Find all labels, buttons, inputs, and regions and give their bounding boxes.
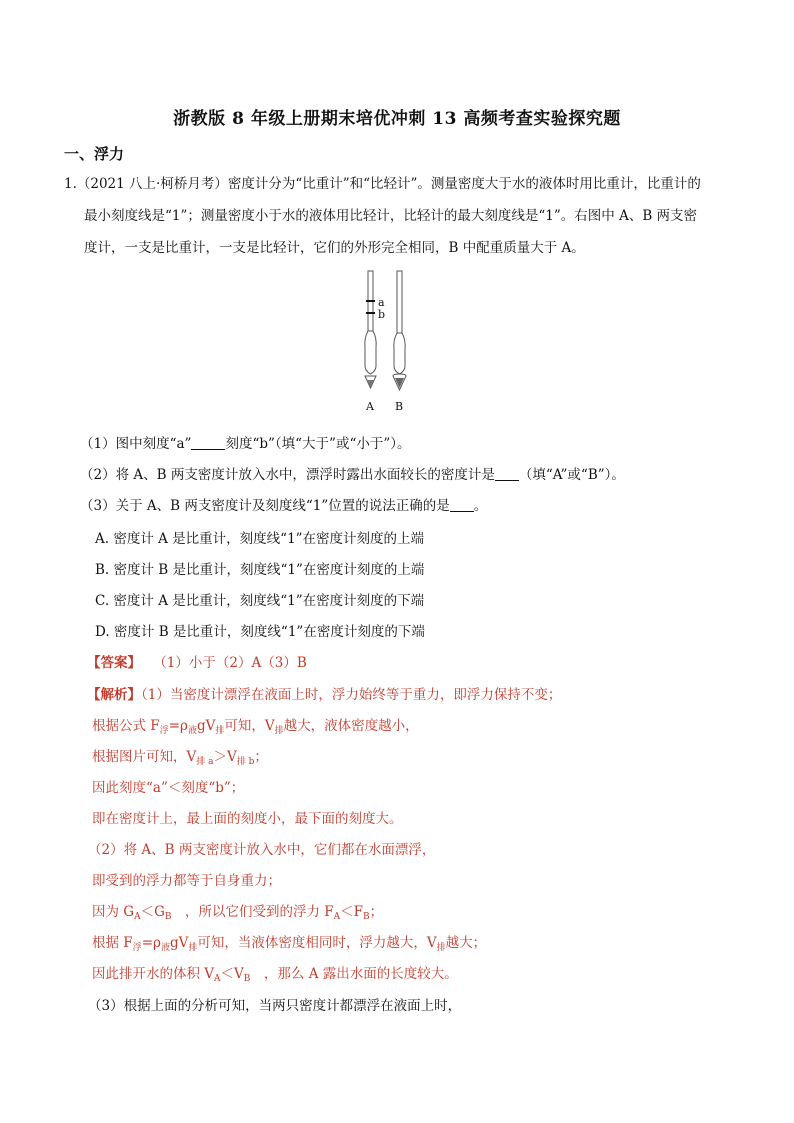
option-b: B. 密度计 B 是比重计，刻度线“1”在密度计刻度的上端 [95, 562, 425, 578]
analysis-line-1: 【解析】（1）当密度计漂浮在液面上时，浮力始终等于重力，即浮力保持不变； [87, 687, 562, 703]
sub-question-2: （2）将 A、B 两支密度计放入水中，漂浮时露出水面较长的密度计是 （填“A”或“B”）。 [80, 467, 625, 483]
analysis-line-10: 因此排开水的体积 $V_A<V_B$ ，那么 A 露出水面的长度较大。 [92, 966, 458, 984]
analysis-line-2: 根据公式 $F_浮=\rho_液gV_排$可知，$V_排$越大，液体密度越小， [92, 718, 419, 736]
analysis-line-11: （3）根据上面的分析可知，当两只密度计都漂浮在液面上时， [88, 998, 462, 1014]
option-d: D. 密度计 B 是比重计，刻度线“1”在密度计刻度的下端 [95, 624, 425, 640]
answer-text: （1）小于（2）A（3）B [153, 655, 307, 671]
option-a: A. 密度计 A 是比重计，刻度线“1”在密度计刻度的上端 [95, 531, 425, 547]
answer-blank-1[interactable] [191, 435, 225, 450]
hydrometer-a-body [365, 331, 376, 374]
section-heading: 一、浮力 [64, 145, 125, 163]
answer-blank-3[interactable] [450, 497, 474, 512]
answer-tag: 【答案】 [87, 655, 141, 671]
mark-a-label: a [378, 296, 385, 309]
answer-blank-2[interactable] [495, 466, 519, 481]
hydrometer-figure [355, 268, 415, 418]
question-line-1: 1.（2021 八上·柯桥月考）密度计分为“比重计”和“比轻计”。测量密度大于水的液体时用比重计，比重计的 [64, 176, 701, 192]
hydrometer-illustration [355, 268, 415, 418]
document-title: 浙教版 8 年级上册期末培优冲刺 13 高频考查实验探究题 [173, 109, 621, 129]
label-b: B [395, 400, 404, 413]
analysis-line-8: 因为 $G_A<G_B$ ，所以它们受到的浮力 $F_A<F_B$； [92, 904, 384, 922]
hydrometer-b-stem [397, 271, 402, 333]
analysis-line-3: 根据图片可知，$V_{排 a}>V_{排 b}$； [92, 749, 268, 767]
answer-line [87, 654, 307, 672]
sub-question-3: （3）关于 A、B 两支密度计及刻度线“1”位置的说法正确的是 。 [80, 498, 488, 514]
analysis-tag: 【解析】 [87, 687, 141, 703]
analysis-line-7: 即受到的浮力都等于自身重力； [92, 873, 281, 889]
mark-b-label: b [378, 308, 386, 321]
question-line-3: 度计，一支是比重计，一支是比轻计，它们的外形完全相同，B 中配重质量大于 A。 [84, 240, 585, 256]
analysis-line-6: （2）将 A、B 两支密度计放入水中，它们都在水面漂浮， [88, 842, 436, 858]
label-a: A [366, 400, 374, 413]
option-c: C. 密度计 A 是比重计，刻度线“1”在密度计刻度的下端 [95, 593, 425, 609]
question-line-2: 最小刻度线是“1”；测量密度小于水的液体用比轻计，比轻计的最大刻度线是“1”。右图中 A、B 两支密 [84, 208, 698, 224]
analysis-line-9: 根据 $F_浮=\rho_液gV_排$可知，当液体密度相同时，浮力越大，$V_排$越大； [92, 935, 487, 953]
analysis-line-4: 因此刻度“a”＜刻度“b”； [92, 780, 245, 796]
hydrometer-b-body [394, 333, 405, 374]
sub-question-1: （1）图中刻度“a” 刻度“b”（填“大于”或“小于”）。 [80, 436, 411, 452]
analysis-line-5: 即在密度计上，最上面的刻度小，最下面的刻度大。 [92, 811, 403, 827]
